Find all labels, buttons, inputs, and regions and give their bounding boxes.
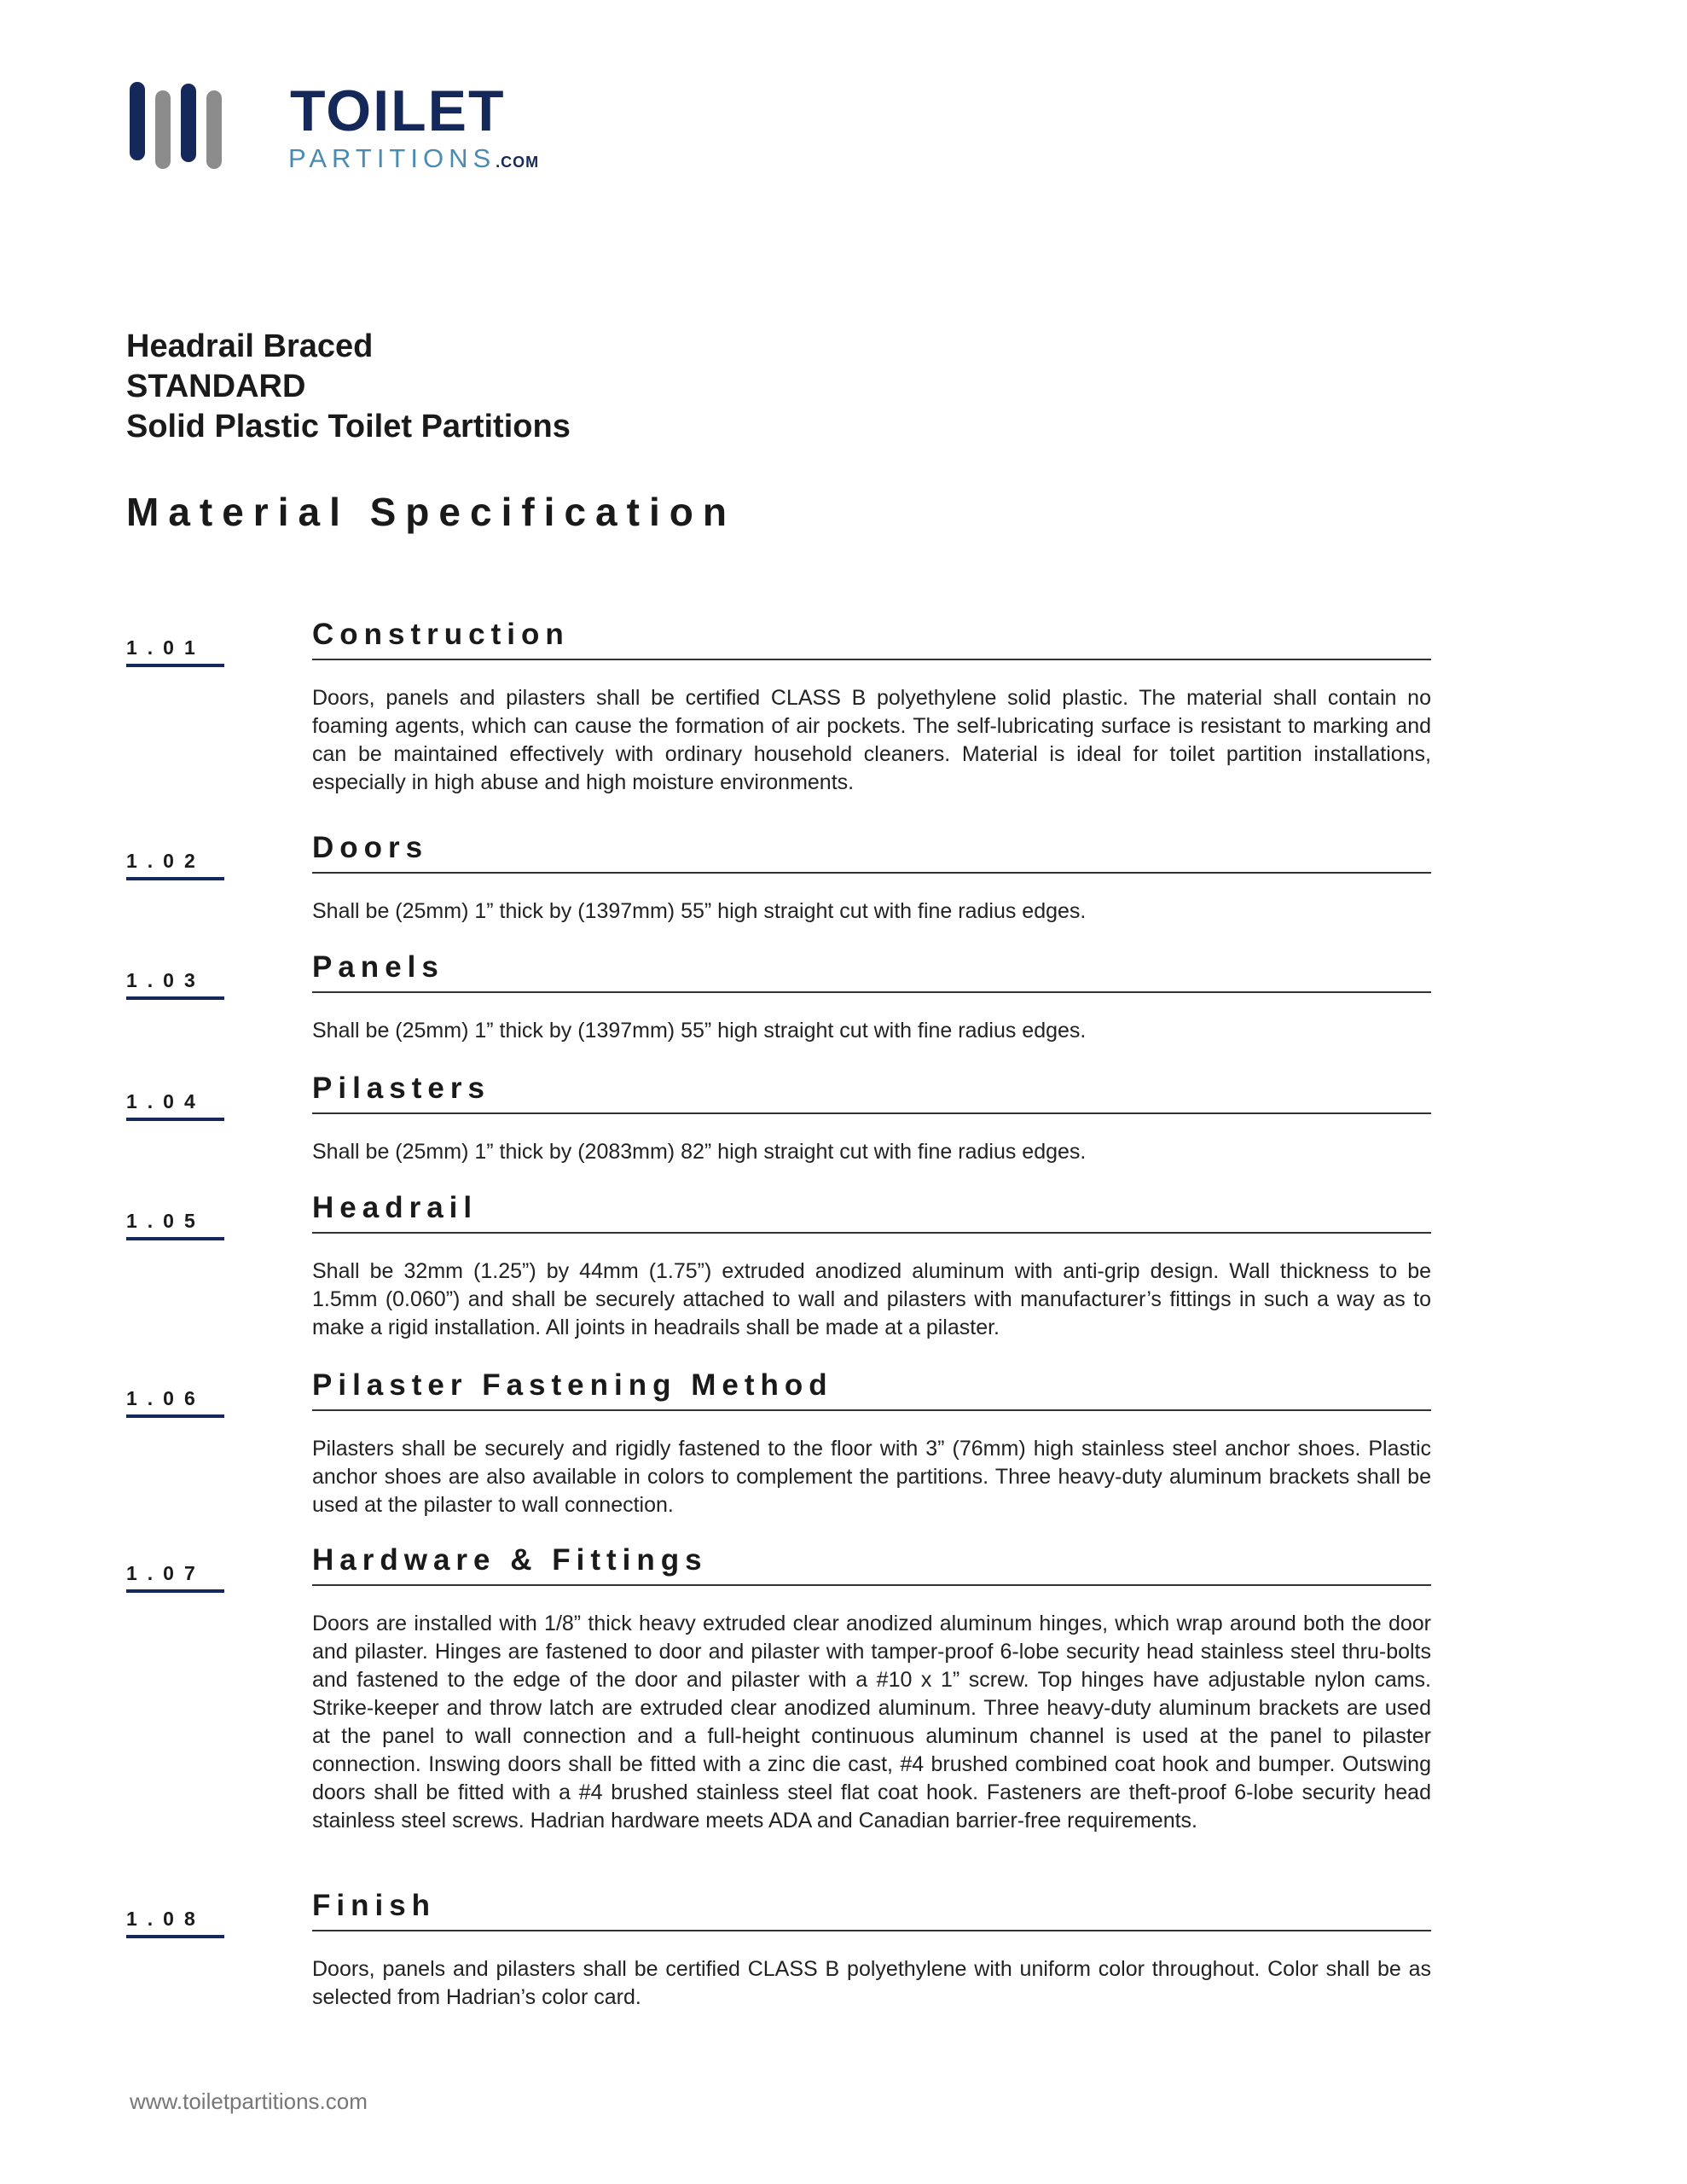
section-title: Hardware & Fittings xyxy=(312,1543,708,1577)
title-line-1: Headrail Braced xyxy=(126,328,374,364)
section-divider xyxy=(312,1584,1431,1586)
logo-wordmark-com: .COM xyxy=(496,154,540,171)
section-body: Shall be (25mm) 1” thick by (1397mm) 55” high straight cut with fine radius edges. xyxy=(312,1019,1087,1043)
document-title xyxy=(126,327,571,447)
section-divider xyxy=(312,1930,1431,1931)
section-title: Doors xyxy=(312,831,429,864)
title-line-3: Solid Plastic Toilet Partitions xyxy=(126,409,571,444)
section-number: 1.05 xyxy=(126,1210,206,1232)
section-body: Doors are installed with 1/8” thick heavy extruded clear anodized aluminum hinges, which wrap around both the door and pilaster. Hinges are fastened to door and pilaster with tamper-proof 6-lobe security head stainless steel thru-bolts and fastened to the edge of the door and pilaster with a #10 x 1” screw. Top hinges have adjustable nylon cams. Strike-keeper and throw latch are extruded clear anodized aluminum. Three heavy-duty aluminum brackets are used at the panel to wall connection and a full-height continuous aluminum channel is used at the panel to pilaster connection. Inswing doors shall be fitted with a zinc die cast, #4 brushed combined coat hook and bumper. Outswing doors shall be fitted with a #4 brushed stainless steel flat coat hook. Fasteners are theft-proof 6-lobe security head stainless steel screws. Hadrian hardware meets ADA and Canadian barrier-free requirements. xyxy=(312,1612,1431,1833)
section-body: Doors, panels and pilasters shall be certified CLASS B polyethylene solid plastic. The material shall contain no foaming agents, which can cause the formation of air pockets. The self-lubricating surface is resistant to marking and can be maintained effectively with ordinary household cleaners. Material is ideal for toilet partition installations, especially in high abuse and high moisture environments. xyxy=(312,686,1431,794)
section-divider xyxy=(312,1112,1431,1114)
logo-wordmark-partitions xyxy=(288,145,539,171)
section-divider xyxy=(312,1409,1431,1411)
section-number: 1.07 xyxy=(126,1562,206,1584)
section-body: Shall be 32mm (1.25”) by 44mm (1.75”) extruded anodized aluminum with anti-grip design. Wall thickness to be 1.5mm (0.060”) and shall be securely attached to wall and pilasters with manufacturer’s fittings in such a way as to make a rigid installation. All joints in headrails shall be made at a pilaster. xyxy=(312,1259,1431,1339)
section-body: Pilasters shall be securely and rigidly fastened to the floor with 3” (76mm) high stainless steel anchor shoes. Plastic anchor shoes are also available in colors to complement the partitions. Three heavy-duty aluminum brackets shall be used at the pilaster to wall connection. xyxy=(312,1437,1431,1517)
section-number: 1.08 xyxy=(126,1908,206,1930)
section-title: Finish xyxy=(312,1889,437,1922)
section-number: 1.01 xyxy=(126,636,206,659)
logo-wordmark-partitions-text: PARTITIONS xyxy=(288,143,496,173)
section-divider xyxy=(312,991,1431,993)
logo-wordmark-toilet: TOILET xyxy=(290,78,506,143)
section-title: Pilaster Fastening Method xyxy=(312,1368,833,1402)
section-title: Panels xyxy=(312,950,444,984)
section-number: 1.03 xyxy=(126,969,206,991)
section-divider xyxy=(312,872,1431,874)
section-number: 1.02 xyxy=(126,850,206,872)
section-number: 1.04 xyxy=(126,1090,206,1112)
footer-url: www.toiletpartitions.com xyxy=(130,2088,368,2114)
section-body: Doors, panels and pilasters shall be certified CLASS B polyethylene with uniform color throughout. Color shall be as selected from Hadrian’s color card. xyxy=(312,1957,1431,2009)
section-title: Headrail xyxy=(312,1191,478,1224)
logo-mark xyxy=(126,78,229,172)
section-title: Pilasters xyxy=(312,1072,490,1105)
logo-bars-icon xyxy=(126,78,229,172)
section-divider xyxy=(312,1232,1431,1234)
section-body: Shall be (25mm) 1” thick by (1397mm) 55” high straight cut with fine radius edges. xyxy=(312,899,1087,923)
section-body: Shall be (25mm) 1” thick by (2083mm) 82” high straight cut with fine radius edges. xyxy=(312,1140,1087,1164)
section-number: 1.06 xyxy=(126,1387,206,1409)
title-line-2: STANDARD xyxy=(126,369,306,404)
section-title: Construction xyxy=(312,618,570,651)
section-divider xyxy=(312,659,1431,660)
page-heading: Material Specification xyxy=(126,490,736,534)
